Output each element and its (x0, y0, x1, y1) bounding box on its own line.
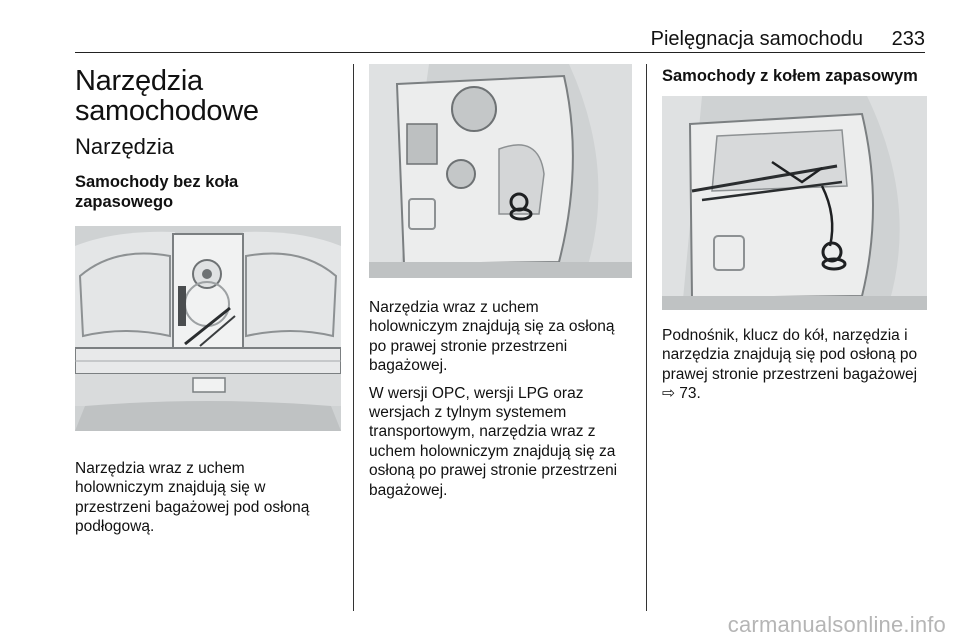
section-title (75, 66, 341, 126)
paragraph-tools-location-line-1: Narzędzia wraz z uchem (369, 299, 539, 316)
paragraph-jack-location-line-2: narzędzia znajdują się pod osłoną po (662, 346, 918, 364)
subheading-spare-wheel: Samochody z kołem zapasowym (662, 67, 918, 85)
caption-no-spare-line-3: przestrzeni bagażowej pod osłoną (75, 498, 310, 516)
paragraph-tools-location-line-3: po prawej stronie przestrzeni (369, 337, 568, 355)
column-divider-2 (646, 64, 647, 611)
paragraph-opc-lpg-line-1: W wersji OPC, wersji LPG oraz (369, 384, 584, 402)
section-title-line-1: Narzędzia (75, 65, 203, 97)
caption-no-spare-line-4: podłogową. (75, 518, 155, 536)
caption-no-spare (75, 459, 341, 537)
paragraph-opc-lpg-line-3: transportowym, narzędzia wraz z (369, 423, 596, 441)
paragraph-tools-location-line-2: holowniczym znajdują się za osłoną (369, 318, 615, 336)
paragraph-opc-lpg (369, 384, 632, 500)
paragraph-jack-location (662, 326, 927, 404)
column-2 (369, 62, 632, 500)
caption-no-spare-line-1: Narzędzia wraz z uchem (75, 460, 245, 477)
column-divider-1 (353, 64, 354, 611)
subheading-no-spare (75, 172, 341, 212)
paragraph-opc-lpg-line-4: uchem holowniczym znajdują się za (369, 442, 616, 460)
section-title-line-2: samochodowe (75, 95, 259, 127)
paragraph-opc-lpg-line-2: wersjach z tylnym systemem (369, 404, 567, 422)
column-1 (75, 62, 341, 537)
watermark-text: carmanualsonline.info (727, 612, 946, 637)
page-number: 233 (891, 28, 925, 50)
illustration-side-cover (369, 64, 632, 278)
illustration-jack (662, 96, 927, 310)
paragraph-jack-location-line-3: prawej stronie przestrzeni bagażowej (662, 365, 918, 383)
header-title: Pielęgnacja samochodu (650, 28, 863, 50)
paragraph-opc-lpg-line-6: bagażowej. (369, 481, 448, 499)
subheading-no-spare-line-1: Samochody bez koła (75, 173, 239, 191)
paragraph-jack-location-line-1: Podnośnik, klucz do kół, narzędzia i (662, 327, 908, 344)
paragraph-tools-location-line-4: bagażowej. (369, 357, 448, 375)
page-reference-link[interactable]: ⇨ 73. (662, 385, 701, 403)
column-3 (662, 62, 927, 404)
page-header (75, 26, 925, 53)
subsection-title: Narzędzia (75, 134, 175, 159)
subheading-no-spare-line-2: zapasowego (75, 193, 174, 211)
paragraph-opc-lpg-line-5: osłoną po prawej stronie przestrzeni (369, 462, 618, 480)
illustration-floor-compartment (75, 226, 341, 431)
caption-no-spare-line-2: holowniczym znajdują się w (75, 479, 266, 497)
paragraph-tools-location (369, 298, 632, 376)
